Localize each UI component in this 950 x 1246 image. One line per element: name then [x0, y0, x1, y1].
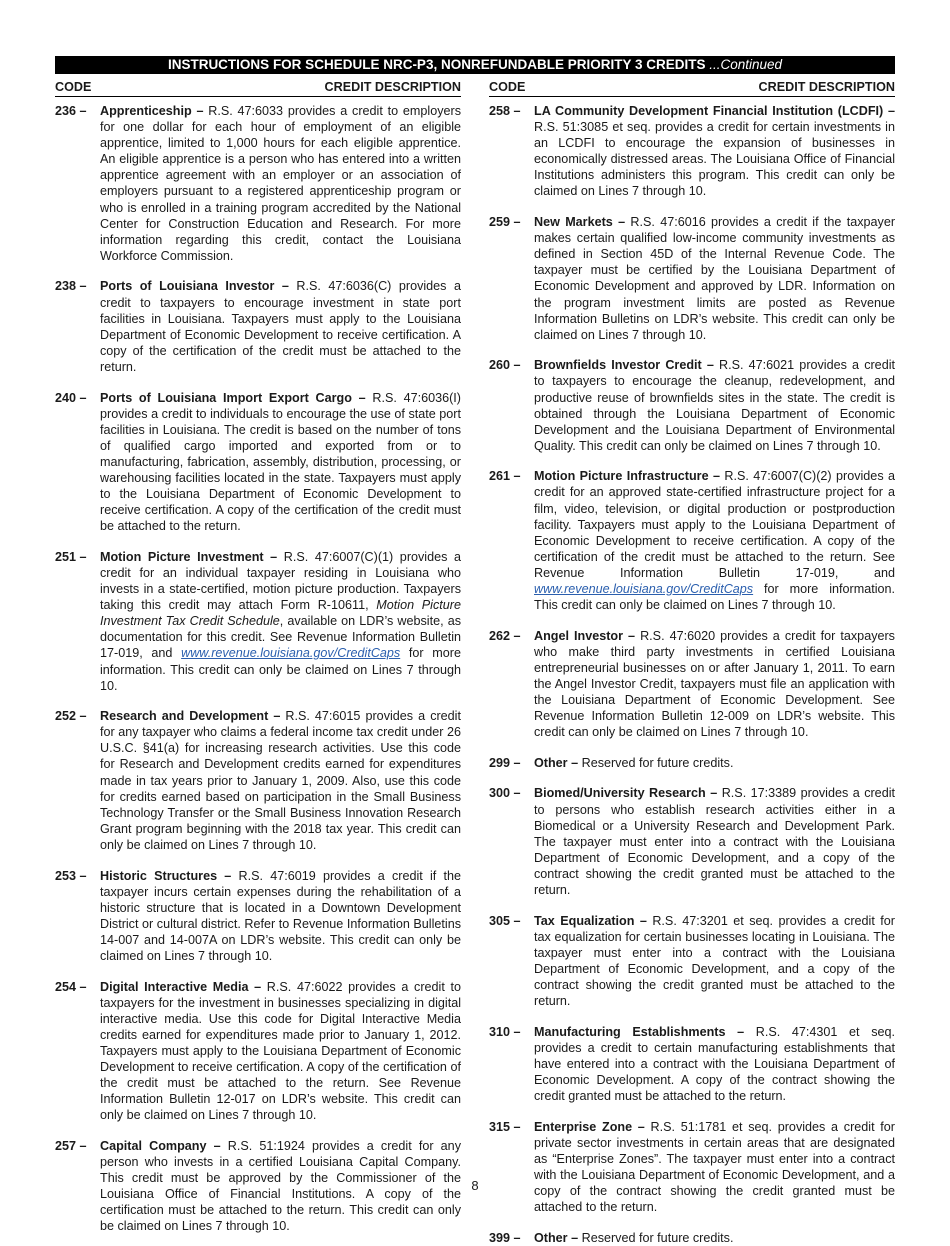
credit-title: Tax Equalization – — [534, 913, 647, 928]
credit-description — [534, 913, 895, 1010]
credit-entry-251 — [55, 549, 461, 694]
code-header: CODE — [489, 80, 526, 94]
banner-continued: ...Continued — [709, 57, 783, 72]
credit-title: Motion Picture Infrastructure – — [534, 469, 720, 484]
description-text: R.S. 47:6007(C)(1) provides a credit for an individual taxpayer residing in Louisiana who invests in a state-certified, motion picture production. Taxpayers taking this credit may attach Form R-10611, — [100, 549, 461, 613]
credit-code: 299 – — [489, 755, 521, 770]
credit-description — [534, 103, 895, 200]
credit-entry-254 — [55, 979, 461, 1124]
credit-code: 253 – — [55, 868, 87, 883]
credit-entry-252 — [55, 708, 461, 853]
description-text: , available on LDR’s website, as documentation for this credit. See Revenue Information Bulletin 17-019, and — [100, 614, 461, 661]
credit-description — [534, 468, 895, 613]
credit-code: 258 – — [489, 104, 521, 118]
credit-description — [534, 357, 895, 454]
credit-entry-258 — [489, 103, 895, 200]
page-number: 8 — [471, 1178, 479, 1193]
credit-description — [534, 785, 895, 898]
column-header — [55, 80, 461, 97]
credit-title: Enterprise Zone – — [534, 1119, 645, 1134]
code-header: CODE — [55, 80, 92, 94]
description-text: R.S. 17:3389 provides a credit to persons who establish research activities either in a Biomedical or a University Research and Development Park. The taxpayer must enter into a contract with the Louisiana Department of Economic Development, and a copy of the contract showing the credit granted must be attached to the return. — [534, 786, 895, 898]
description-text: R.S. 47:6036(C) provides a credit to taxpayers to encourage investment in state port facilities in Louisiana. Taxpayers must apply to the Louisiana Department of Economic Development to receive certification. A copy of the certification of the credit must be attached to the return. — [100, 279, 461, 374]
credit-title: Angel Investor – — [534, 628, 636, 643]
credit-description — [100, 103, 461, 264]
credit-entry-262 — [489, 628, 895, 741]
credit-caps-link[interactable]: www.revenue.louisiana.gov/CreditCaps — [181, 646, 401, 661]
credit-title: LA Community Development Financial Institution (LCDFI) – — [534, 104, 895, 118]
credit-description — [534, 755, 895, 771]
column-header — [489, 80, 895, 97]
credit-title: Apprenticeship – — [100, 104, 204, 118]
banner-title: INSTRUCTIONS FOR SCHEDULE NRC-P3, NONREFUNDABLE PRIORITY 3 CREDITS — [167, 57, 706, 72]
credit-title: Historic Structures – — [100, 868, 232, 883]
description-text: R.S. 47:6019 provides a credit if the taxpayer incurs certain expenses during the rehabilitation of a historic structure that is located in a Downtown Development District or cultural district. Refer to Revenue Information Bulletins 14-007 and 14-007A on LDR’s website. This credit can only be claimed on Lines 7 through 10. — [100, 868, 461, 963]
credit-entry-240 — [55, 390, 461, 535]
credit-description — [534, 1024, 895, 1104]
credit-list — [55, 103, 461, 1235]
description-text: R.S. 47:6007(C)(2) provides a credit for an approved state-certified infrastructure project for a film, video, television, or digital production or postproduction facility. Taxpayers must apply to the Louisiana Department of Economic Development to receive certification. A copy of the certification of the credit must be attached to the return. See Revenue Information Bulletin 17-019, and — [534, 469, 895, 580]
credit-entry-238 — [55, 278, 461, 375]
credit-code: 399 – — [489, 1230, 521, 1245]
credit-code: 260 – — [489, 358, 521, 373]
description-text: for more information. This credit can only be claimed on Lines 7 through 10. — [534, 582, 895, 613]
description-text: R.S. 47:3201 et seq. provides a credit for tax equalization for certain businesses locating in Louisiana. The taxpayer must enter into a contract with the Louisiana Department of Economic Development, and a copy of the contract showing the credit granted must be attached to the return. — [534, 913, 896, 1009]
description-text: R.S. 47:6015 provides a credit for any taxpayer who claims a federal income tax credit under 26 U.S.C. §41(a) for increasing research activities. Use this code for Research and Development credits earned for expenditures made in tax years prior to January 1, 2009. Also, use this code for credits earned based on participation in the Small Business Technology Transfer or the Small Business Innovation Research Grant program beginning with the 2018 tax year. This credit can only be claimed on Lines 7 through 10. — [100, 709, 461, 852]
description-text: R.S. 47:6020 provides a credit for taxpayers who make third party investments in certified Louisiana entrepreneurial businesses on or after January 1, 2011. To earn the Angel Investor Credit, taxpayers must file an application with the Louisiana Department of Economic Development. See Revenue Information Bulletin 12-009 on LDR’s website. This credit can only be claimed on Lines 7 through 10. — [534, 628, 895, 740]
description-text: R.S. 47:6033 provides a credit to employers for one dollar for each hour of employment of an eligible apprentice, limited to 1,000 hours for each eligible apprentice. An eligible apprentice is a person who has entered into a written apprentice agreement with an employer or an association of employers pursuant to a registered apprenticeship program or who is enrolled in a training program accredited by the National Center for Construction Education and Research. For more information regarding this credit, contact the Louisiana Workforce Commission. — [100, 104, 461, 263]
credit-description — [100, 979, 461, 1124]
credit-title: Ports of Louisiana Import Export Cargo – — [100, 390, 366, 405]
credit-entry-260 — [489, 357, 895, 454]
description-text: R.S. 47:4301 et seq. provides a credit to certain manufacturing establishments that have entered into a contract with the Louisiana Department of Economic Development. A copy of the contract showing the credit granted must be attached to the return. — [534, 1024, 895, 1104]
credit-title: Capital Company – — [100, 1138, 221, 1153]
description-text: R.S. 47:6036(I) provides a credit to individuals to encourage the use of state port facilities in Louisiana. The credit is based on the number of tons of qualified cargo imported and exported from or to manufacturing, fabrication, assembly, distribution, processing, or warehousing facilities located in the state. Taxpayers must apply to the Louisiana Department of Economic Development to receive certification. A copy of the certification of the credit must be attached to the return. — [100, 390, 461, 534]
credit-title: Biomed/University Research – — [534, 786, 718, 801]
credit-code: 305 – — [489, 913, 521, 928]
description-text: R.S. 47:6016 provides a credit if the taxpayer makes certain qualified low-income community investments as defined in Section 45D of the Internal Revenue Code. The taxpayer must be certified by the Louisiana Department of Economic Development and approved by LDR. Information on the program investment limits are posted as Revenue Information Bulletins on LDR’s website. This credit can only be claimed on Lines 7 through 10. — [534, 215, 896, 342]
credit-description — [100, 708, 461, 853]
credit-description — [100, 868, 461, 965]
credit-code: 300 – — [489, 786, 521, 801]
credit-title: Manufacturing Establishments – — [534, 1024, 745, 1039]
credit-code: 236 – — [55, 104, 87, 118]
credit-entry-315 — [489, 1119, 895, 1216]
credit-entry-300 — [489, 785, 895, 898]
credit-description — [100, 390, 461, 535]
credit-description — [100, 549, 461, 694]
description-text: for more information. This credit can only be claimed on Lines 7 through 10. — [100, 646, 461, 693]
description-header: CREDIT DESCRIPTION — [758, 80, 895, 94]
credit-title: Research and Development – — [100, 709, 281, 724]
credit-code: 251 – — [55, 549, 87, 564]
description-text: R.S. 51:1924 provides a credit for any person who invests in a certified Louisiana Capital Company. This credit must be approved by the Commissioner of the Louisiana Office of Financial Institutions. A copy of the certification must be attached to the return. This credit can only be claimed on Lines 7 through 10. — [100, 1138, 461, 1234]
credit-code: 259 – — [489, 215, 521, 230]
description-text: R.S. 47:6021 provides a credit to taxpayers to encourage the cleanup, redevelopment, and productive reuse of brownfields sites in the state. The credit is obtained through the Louisiana Department of Economic Development and the Louisiana Department of Environmental Quality. This credit can only be claimed on Lines 7 through 10. — [534, 358, 895, 453]
credit-description — [534, 214, 895, 343]
credit-title: Motion Picture Investment – — [100, 549, 278, 564]
description-text: R.S. 51:1781 et seq. provides a credit for private sector investments in certain areas that are designated as “Enterprise Zones”. The taxpayer must enter into a contract with the Louisiana Department of Economic Development, and a copy of the contract showing the credit granted must be attached to the return. — [534, 1119, 895, 1215]
credit-code: 262 – — [489, 628, 521, 643]
credit-entry-253 — [55, 868, 461, 965]
credit-title: New Markets – — [534, 215, 626, 230]
credit-description — [100, 278, 461, 375]
credit-title: Brownfields Investor Credit – — [534, 358, 714, 373]
credit-title: Digital Interactive Media – — [100, 979, 262, 994]
credit-description — [534, 1230, 895, 1246]
credit-description — [534, 628, 895, 741]
credit-list — [489, 103, 895, 1246]
credit-entry-259 — [489, 214, 895, 343]
credit-entry-236 — [55, 103, 461, 264]
description-text: R.S. 47:6022 provides a credit to taxpayers for the investment in businesses specializing in digital interactive media. Use this code for Digital Interactive Media credits earned for expenditures made prior to January 1, 2012. Taxpayers must apply to the Louisiana Department of Economic Development to receive certification. A copy of the certification of the credit must be attached to the return. See Revenue Information Bulletin 12-017 on LDR’s website. This credit can only be claimed on Lines 7 through 10. — [100, 979, 461, 1123]
description-header: CREDIT DESCRIPTION — [324, 80, 461, 94]
credit-title: Ports of Louisiana Investor – — [100, 279, 289, 294]
credit-code: 310 – — [489, 1024, 521, 1039]
credit-code: 257 – — [55, 1138, 87, 1153]
credit-code: 261 – — [489, 469, 521, 484]
description-text: Reserved for future credits. — [578, 1230, 734, 1245]
credit-code: 238 – — [55, 279, 87, 294]
credit-description — [534, 1119, 895, 1216]
form-title: Motion Picture Investment Tax Credit Schedule — [100, 598, 461, 629]
left-column — [55, 80, 461, 1235]
credit-entry-261 — [489, 468, 895, 613]
credit-code: 240 – — [55, 390, 87, 405]
credit-code: 252 – — [55, 709, 87, 724]
credit-caps-link[interactable]: www.revenue.louisiana.gov/CreditCaps — [534, 582, 754, 597]
description-text: R.S. 51:3085 et seq. provides a credit for certain investments in an LCDFI to encourage the expansion of businesses in economically distressed areas. The Louisiana Office of Financial Institutions administers this program. This credit can only be claimed on Lines 7 through 10. — [534, 120, 895, 199]
description-text: Reserved for future credits. — [578, 755, 734, 770]
credit-entry-310 — [489, 1024, 895, 1104]
page-banner — [55, 56, 895, 74]
credit-code: 315 – — [489, 1119, 521, 1134]
right-column — [489, 80, 895, 1246]
credit-title: Other – — [534, 1230, 579, 1245]
credit-entry-399 — [489, 1230, 895, 1246]
credit-entry-305 — [489, 913, 895, 1010]
credit-entry-299 — [489, 755, 895, 771]
credit-title: Other – — [534, 755, 579, 770]
credit-code: 254 – — [55, 979, 87, 994]
